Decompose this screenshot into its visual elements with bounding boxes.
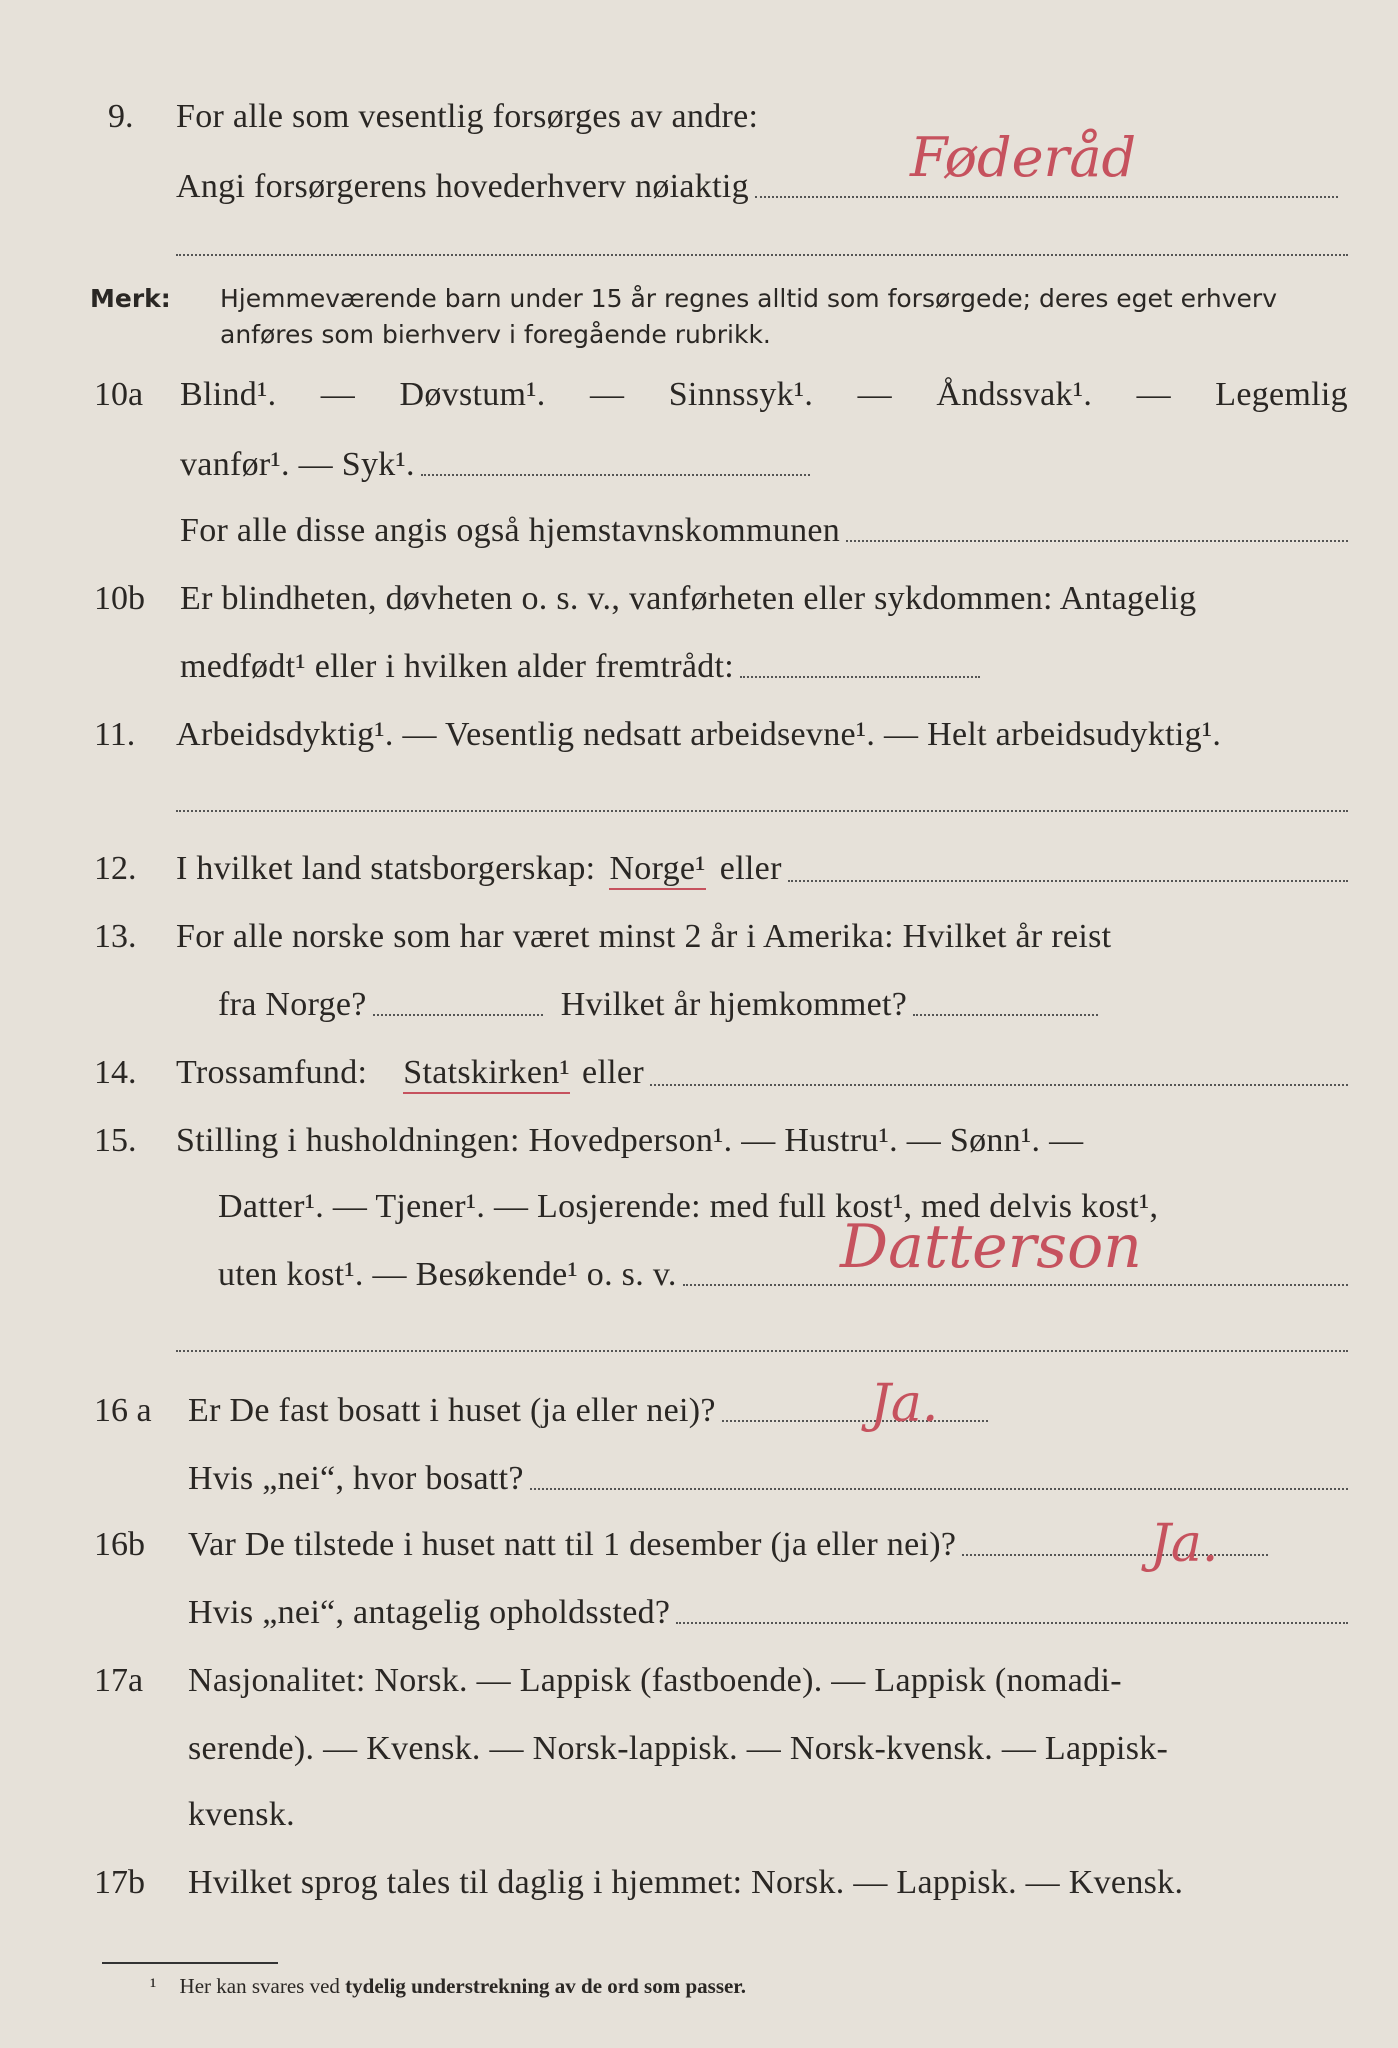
q9-extra-answer-line[interactable]	[176, 254, 1348, 256]
q10a-line1	[180, 376, 1348, 414]
q9-line1: For alle som vesentlig forsørges av andre:	[176, 98, 759, 135]
q10a-hjemstavn-field[interactable]	[846, 540, 1348, 542]
q10b-alder: medfødt¹ eller i hvilken alder fremtrådt:	[180, 648, 735, 685]
dash: —	[1136, 376, 1171, 413]
q16b-line1	[188, 1526, 1268, 1564]
q9-number: 9.	[108, 98, 134, 135]
dash: —	[320, 376, 356, 413]
q10b-answer-field[interactable]	[740, 676, 980, 678]
q13-hjemkommet-field[interactable]	[913, 1014, 1098, 1016]
q16a-line1	[188, 1392, 988, 1430]
q16a-number: 16 a	[94, 1392, 152, 1429]
q17b-number: 17b	[94, 1864, 145, 1901]
dash: —	[589, 376, 625, 413]
q10a-line2	[180, 446, 810, 484]
q13-hjemkommet: Hvilket år hjemkommet?	[560, 986, 908, 1023]
q15-answer-field[interactable]	[683, 1284, 1348, 1286]
q15-line1: Stilling i husholdningen: Hovedperson¹. — Hustru¹. — Sønn¹. —	[176, 1122, 1084, 1159]
footnote-text-bold: tydelig understrekning av de ord som passer.	[345, 1974, 746, 1998]
q14-line	[176, 1054, 1348, 1094]
q16a-handwritten-answer: Ja.	[870, 1374, 939, 1434]
q16b-line2	[188, 1594, 1348, 1632]
q14-option-statskirken[interactable]: Statskirken¹	[403, 1054, 570, 1094]
option-sinnssyk: Sinnssyk¹.	[668, 376, 814, 413]
q12-answer-field[interactable]	[788, 880, 1348, 882]
q15-besokende: uten kost¹. — Besøkende¹ o. s. v.	[218, 1256, 677, 1293]
q14-number: 14.	[94, 1054, 137, 1091]
q16b-question: Var De tilstede i huset natt til 1 desember (ja eller nei)?	[188, 1526, 957, 1563]
q17a-line3: kvensk.	[188, 1796, 295, 1833]
q10b-number: 10b	[94, 580, 145, 617]
q12-eller: eller	[719, 850, 782, 887]
q13-reist-field[interactable]	[373, 1014, 543, 1016]
q17b-line1: Hvilket sprog tales til daglig i hjemmet: Norsk. — Lappisk. — Kvensk.	[188, 1864, 1184, 1901]
footnote	[150, 1974, 746, 1999]
q17a-number: 17a	[94, 1662, 144, 1699]
q13-number: 13.	[94, 918, 137, 955]
q16a-hvor-field[interactable]	[530, 1488, 1348, 1490]
q9-answer-field[interactable]	[755, 196, 1338, 198]
q12-line	[176, 850, 1348, 890]
q10a-vanfor-syk: vanfør¹. — Syk¹.	[180, 446, 415, 483]
option-andssvak: Åndssvak¹.	[936, 376, 1093, 413]
option-dovstum: Døvstum¹.	[399, 376, 546, 413]
merk-line1: Hjemmeværende barn under 15 år regnes alltid som forsørgede; deres eget erhverv	[220, 284, 1277, 313]
q13-line1: For alle norske som har været minst 2 år i Amerika: Hvilket år reist	[176, 918, 1112, 955]
q13-line2	[218, 986, 1098, 1024]
dash: —	[857, 376, 892, 413]
q16b-handwritten-answer: Ja.	[1150, 1514, 1219, 1574]
q11-answer-line[interactable]	[176, 810, 1348, 812]
q14-answer-field[interactable]	[650, 1084, 1348, 1086]
q12-question: I hvilket land statsborgerskap:	[176, 850, 596, 887]
q17a-line2: serende). — Kvensk. — Norsk-lappisk. — Norsk-kvensk. — Lappisk-	[188, 1730, 1169, 1767]
q11-number: 11.	[94, 716, 136, 753]
q15-line2: Datter¹. — Tjener¹. — Losjerende: med full kost¹, med delvis kost¹,	[218, 1188, 1159, 1225]
q9-question: Angi forsørgerens hovederhverv nøiaktig	[176, 168, 749, 205]
merk-label: Merk:	[90, 284, 171, 313]
q16b-opholdssted-field[interactable]	[676, 1622, 1348, 1624]
q10a-answer-field[interactable]	[421, 474, 810, 476]
option-blind: Blind¹.	[180, 376, 277, 413]
q10a-number: 10a	[94, 376, 144, 413]
q11-line1: Arbeidsdyktig¹. — Vesentlig nedsatt arbeidsevne¹. — Helt arbeidsudyktig¹.	[176, 716, 1222, 753]
footnote-mark: ¹	[150, 1974, 157, 1998]
q10b-line2	[180, 648, 980, 686]
q15-line3	[218, 1256, 1348, 1294]
q16b-number: 16b	[94, 1526, 145, 1563]
q12-number: 12.	[94, 850, 137, 887]
q15-handwritten-answer: Datterson	[840, 1212, 1142, 1282]
q13-reist: fra Norge?	[218, 986, 367, 1023]
q16a-line2	[188, 1460, 1348, 1498]
footnote-text-regular: Her kan svares ved	[179, 1974, 346, 1998]
q15-number: 15.	[94, 1122, 137, 1159]
q14-eller: eller	[582, 1054, 644, 1091]
q9-line2	[176, 168, 1338, 206]
q16a-answer-field[interactable]	[722, 1420, 988, 1422]
q16a-hvor-bosatt: Hvis „nei“, hvor bosatt?	[188, 1460, 524, 1497]
q10b-line1: Er blindheten, døvheten o. s. v., vanførheten eller sykdommen: Antagelig	[180, 580, 1197, 617]
q16b-answer-field[interactable]	[962, 1554, 1268, 1556]
q9-handwritten-answer: Føderåd	[910, 126, 1137, 189]
q12-option-norge[interactable]: Norge¹	[609, 850, 705, 890]
q16a-question: Er De fast bosatt i huset (ja eller nei)?	[188, 1392, 716, 1429]
merk-line2: anføres som bierhverv i foregående rubrikk.	[220, 320, 771, 349]
q10a-line3	[180, 512, 1348, 550]
q14-question: Trossamfund:	[176, 1054, 368, 1091]
footnote-divider	[102, 1962, 278, 1964]
option-legemlig: Legemlig	[1215, 376, 1348, 413]
q17a-line1: Nasjonalitet: Norsk. — Lappisk (fastboende). — Lappisk (nomadi-	[188, 1662, 1122, 1699]
q10a-hjemstavn: For alle disse angis også hjemstavnskommunen	[180, 512, 841, 549]
q15-extra-answer-line[interactable]	[176, 1350, 1348, 1352]
q16b-opholdssted: Hvis „nei“, antagelig opholdssted?	[188, 1594, 671, 1631]
